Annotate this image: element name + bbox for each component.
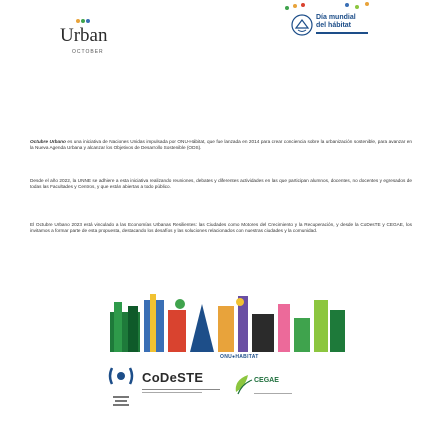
paragraph-intro-rest: es una iniciativa de Naciones Unidas impulsada por ONU-Hábitat, que fue lanzada en 2014 para crear conciencia sobre la urbanización sostenible, para avanzar en la Nueva Agenda Urbana y alcanzar los Objetivos de Desarrollo Sostenible (ODS). <box>30 139 412 151</box>
onu-habitat-label: ONU●HABITAT <box>220 354 259 360</box>
urban-logo-dots <box>76 18 91 25</box>
urban-logo-word: Urban <box>60 25 108 46</box>
habitat-logo-dots <box>285 2 375 12</box>
unne-logo-icon <box>106 364 136 420</box>
habitat-logo-text <box>316 14 356 29</box>
habitat-underline <box>316 32 368 34</box>
cegae-logo <box>232 368 312 408</box>
paragraph-2023: El Octubre Urbano 2023 está vinculado a las Economías Urbanas Resilientes: las Ciudades como Motores del Crecimiento y la Recuperación, y desde la CoDesTE y CEGAE, los invitamos a formar parte de esta propuesta, destacando los desafíos y las soluciones relacionados con nuestras ciudades y la comunidad. <box>30 222 412 234</box>
habitat-logo-line2: del hábitat <box>316 21 352 29</box>
paragraph-intro-bold: Octubre Urbano <box>30 139 66 144</box>
paragraph-intro <box>30 139 412 152</box>
habitat-emblem-icon <box>291 14 313 36</box>
urban-logo-subtitle: OCTOBER <box>72 49 104 55</box>
cegae-logo-word: CEGAE <box>254 377 279 384</box>
cegae-leaf-icon <box>232 372 254 396</box>
footer-logos <box>0 362 440 440</box>
city-collage-image <box>110 292 345 352</box>
codeste-logo-subtitle <box>142 388 222 394</box>
header <box>0 0 440 64</box>
dia-mundial-habitat-logo <box>265 2 395 62</box>
octubre-urbano-logo <box>60 18 130 62</box>
paragraph-unne: Desde el año 2022, la UNNE se adhiere a esta iniciativa realizando reuniones, debates y diferentes actividades en las que participan alumnos, docentes, no docentes y egresados de todas las Facultades y Centros, y que están abiertas a todo público. <box>30 178 412 190</box>
codeste-logo-word: CoDeSTE <box>142 370 204 385</box>
cegae-logo-subtitle <box>254 392 294 396</box>
habitat-logo-line1: Día mundial <box>316 14 356 21</box>
